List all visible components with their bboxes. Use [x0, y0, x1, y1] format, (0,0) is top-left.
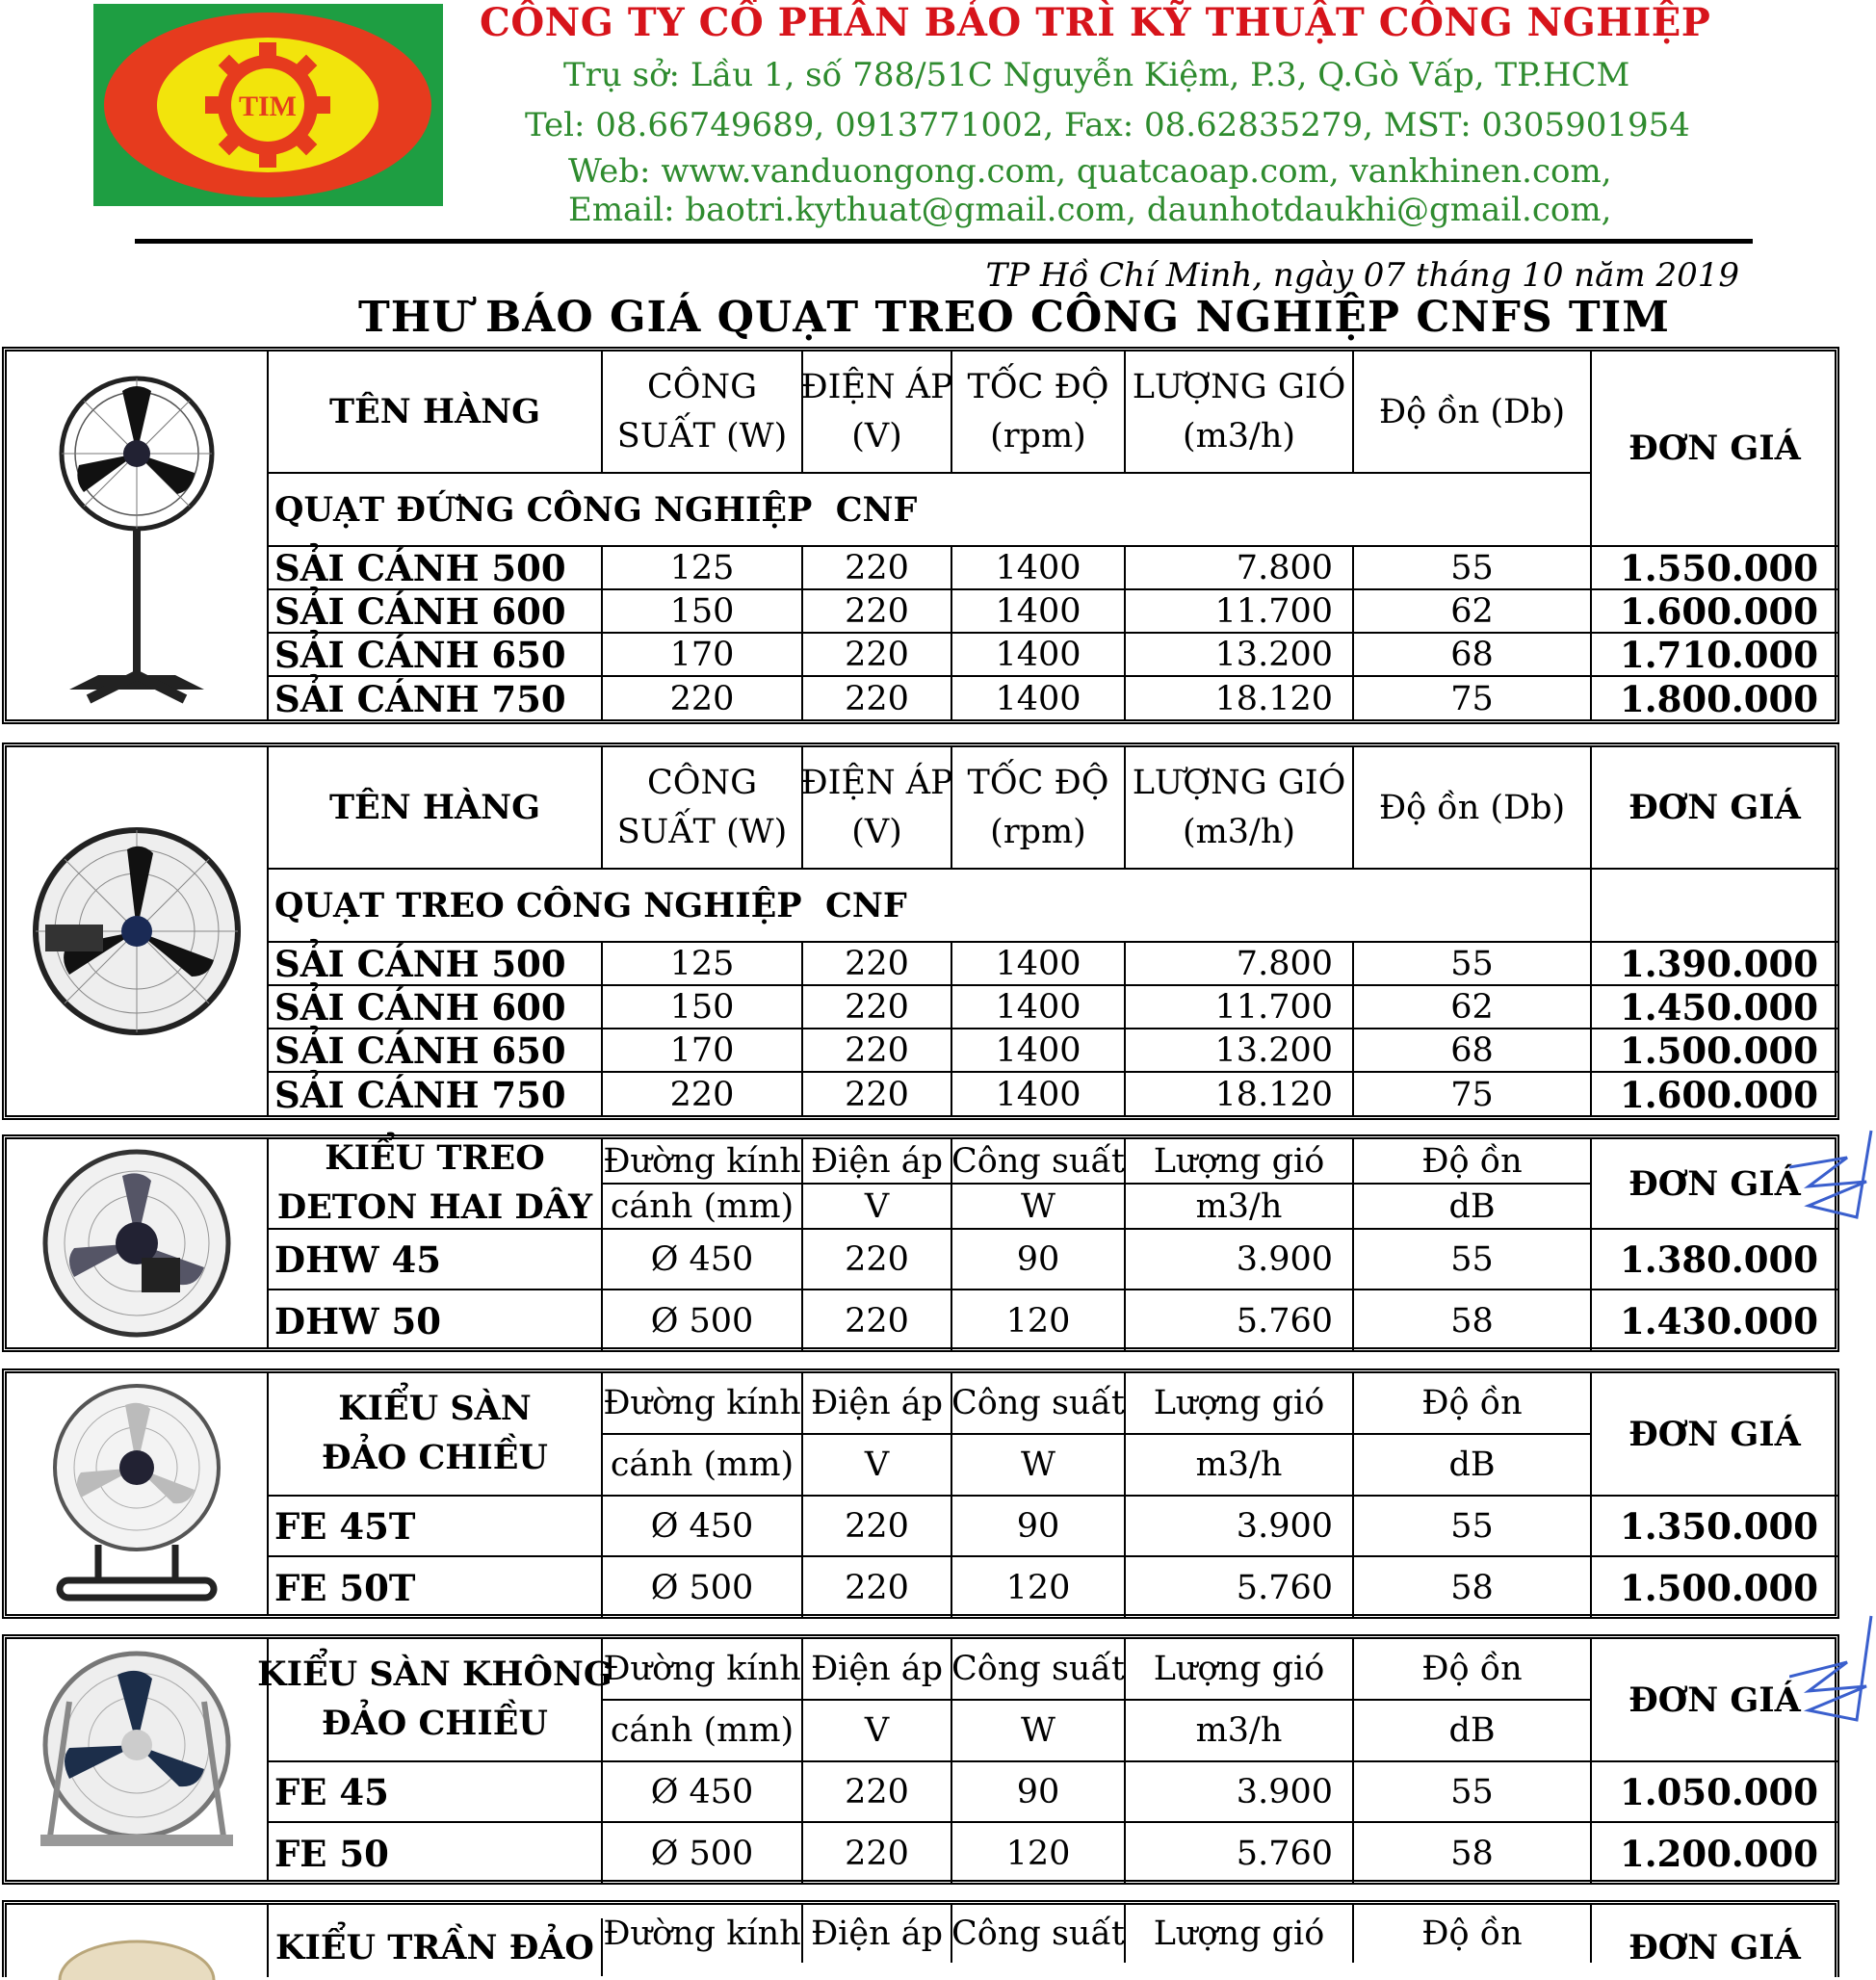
col-header-diameter: Đường kính	[603, 1639, 803, 1701]
col-header-voltage: Điện áp	[803, 1905, 952, 1963]
airflow-value: 13.200	[1126, 1029, 1354, 1073]
col-header-diameter-unit: cánh (mm)	[603, 1185, 803, 1230]
voltage-value: 220	[803, 1557, 952, 1618]
noise-value: 58	[1354, 1823, 1592, 1884]
power-value: 125	[603, 547, 803, 590]
col-header-voltage: ĐIỆN ÁP (V)	[803, 352, 952, 474]
product-name: FE 50	[269, 1823, 603, 1884]
group-label: QUẠT ĐỨNG CÔNG NGHIỆP CNF	[269, 474, 1592, 547]
col-header-airflow: LƯỢNG GIÓ (m3/h)	[1126, 747, 1354, 870]
col-header-price: ĐƠN GIÁ	[1592, 1139, 1837, 1230]
product-name: FE 45	[269, 1762, 603, 1823]
product-name: FE 50T	[269, 1557, 603, 1618]
product-name: SẢI CÁNH 600	[269, 590, 603, 634]
col-header-voltage-unit: V	[803, 1435, 952, 1497]
col-header-airflow: Lượng gió	[1126, 1373, 1354, 1435]
col-header-voltage: Điện áp	[803, 1373, 952, 1435]
airflow-value: 3.900	[1126, 1762, 1354, 1823]
col-header-noise-unit: dB	[1354, 1701, 1592, 1762]
noise-value: 55	[1354, 547, 1592, 590]
voltage-value: 220	[803, 590, 952, 634]
col-header-power: Công suất	[952, 1639, 1126, 1701]
price-value: 1.380.000	[1592, 1230, 1837, 1290]
col-header-airflow-unit: m3/h	[1126, 1701, 1354, 1762]
col-header-price: ĐƠN GIÁ	[1592, 1639, 1837, 1762]
col-header-diameter: Đường kính	[603, 1139, 803, 1185]
series-title: KIỂU SÀN KHÔNG ĐẢO CHIỀU	[269, 1639, 603, 1762]
noise-value: 75	[1354, 677, 1592, 720]
noise-value: 62	[1354, 590, 1592, 634]
col-header-noise: Độ ồn (Db)	[1354, 352, 1592, 474]
noise-value: 58	[1354, 1290, 1592, 1351]
col-header-airflow: Lượng gió	[1126, 1139, 1354, 1185]
power-value: 150	[603, 986, 803, 1029]
product-name: SẢI CÁNH 600	[269, 986, 603, 1029]
noise-value: 62	[1354, 986, 1592, 1029]
col-header-power: Công suất	[952, 1139, 1126, 1185]
power-value: 220	[603, 677, 803, 720]
col-header-airflow-unit: m3/h	[1126, 1435, 1354, 1497]
voltage-value: 220	[803, 1029, 952, 1073]
airflow-value: 18.120	[1126, 677, 1354, 720]
airflow-value: 11.700	[1126, 590, 1354, 634]
power-value: 90	[952, 1762, 1126, 1823]
voltage-value: 220	[803, 1762, 952, 1823]
svg-text:TIM: TIM	[239, 91, 297, 122]
col-header-power: Công suất	[952, 1373, 1126, 1435]
power-value: 120	[952, 1557, 1126, 1618]
document-title: THƯ BÁO GIÁ QUẠT TREO CÔNG NGHIỆP CNFS TIM	[358, 293, 1670, 342]
product-name: DHW 50	[269, 1290, 603, 1351]
floor-fixed-fan-image	[7, 1639, 269, 1880]
col-header-name: TÊN HÀNG	[269, 352, 603, 474]
noise-value: 55	[1354, 1497, 1592, 1557]
standing-fan-image	[7, 352, 269, 719]
product-name: SẢI CÁNH 750	[269, 1073, 603, 1116]
airflow-value: 7.800	[1126, 943, 1354, 986]
speed-value: 1400	[952, 986, 1126, 1029]
price-table-wall	[2, 742, 1839, 1120]
noise-value: 55	[1354, 1762, 1592, 1823]
voltage-value: 220	[803, 1230, 952, 1290]
power-value: 90	[952, 1230, 1126, 1290]
table6-title: KIỂU TRẦN ĐẢO	[269, 1918, 603, 1976]
col-header-name: TÊN HÀNG	[269, 747, 603, 870]
price-value: 1.600.000	[1620, 1073, 1818, 1116]
price-value: 1.450.000	[1592, 986, 1837, 1029]
price-value: 1.430.000	[1620, 1299, 1818, 1342]
product-name: FE 45T	[269, 1497, 603, 1557]
voltage-value: 220	[803, 1073, 952, 1116]
airflow-value: 5.760	[1126, 1290, 1354, 1351]
voltage-value: 220	[803, 677, 952, 720]
airflow-value: 5.760	[1126, 1557, 1354, 1618]
diameter-value: Ø 450	[603, 1762, 803, 1823]
col-header-noise: Độ ồn	[1354, 1639, 1592, 1701]
price-table-standing	[2, 347, 1839, 724]
col-header-price: ĐƠN GIÁ	[1592, 352, 1837, 547]
col-header-airflow: Lượng gió	[1126, 1639, 1354, 1701]
price-value: 1.500.000	[1620, 1566, 1818, 1609]
airflow-value: 7.800	[1126, 547, 1354, 590]
noise-value: 68	[1354, 634, 1592, 677]
price-value: 1.050.000	[1592, 1762, 1837, 1823]
company-address: Trụ sở: Lầu 1, số 788/51C Nguyễn Kiệm, P.3, Q.Gò Vấp, TP.HCM	[563, 56, 1630, 94]
voltage-value: 220	[803, 986, 952, 1029]
price-value: 1.350.000	[1592, 1497, 1837, 1557]
product-name: SẢI CÁNH 650	[269, 634, 603, 677]
power-value: 170	[603, 634, 803, 677]
col-header-power: Công suất	[952, 1905, 1126, 1963]
price-table-ceiling	[2, 1900, 1839, 1977]
col-header-price: ĐƠN GIÁ	[1592, 1373, 1837, 1497]
product-name: SẢI CÁNH 500	[269, 943, 603, 986]
col-header-power: CÔNG SUẤT (W)	[603, 352, 803, 474]
price-value: 1.500.000	[1592, 1029, 1837, 1073]
noise-value: 55	[1354, 1230, 1592, 1290]
product-name: SẢI CÁNH 500	[269, 547, 603, 590]
diameter-value: Ø 450	[603, 1230, 803, 1290]
power-value: 120	[952, 1290, 1126, 1351]
power-value: 125	[603, 943, 803, 986]
series-title: KIỂU SÀN ĐẢO CHIỀU	[269, 1373, 603, 1497]
wall-fan-image	[7, 747, 269, 1115]
price-value: 1.550.000	[1592, 547, 1837, 590]
col-header-noise: Độ ồn	[1354, 1373, 1592, 1435]
diameter-value: Ø 450	[603, 1497, 803, 1557]
zigzag-mark	[1789, 1614, 1876, 1730]
col-header-speed: TỐC ĐỘ (rpm)	[952, 352, 1126, 474]
diameter-value: Ø 500	[603, 1823, 803, 1884]
noise-value: 55	[1354, 943, 1592, 986]
airflow-value: 11.700	[1126, 986, 1354, 1029]
price-value: 1.200.000	[1620, 1832, 1818, 1875]
noise-value: 58	[1354, 1557, 1592, 1618]
price-value: 1.390.000	[1592, 943, 1837, 986]
price-table-floor-fixed	[2, 1634, 1839, 1885]
zigzag-mark	[1789, 1129, 1876, 1235]
col-header-price: ĐƠN GIÁ	[1592, 747, 1837, 870]
airflow-value: 3.900	[1126, 1230, 1354, 1290]
col-header-noise-unit: dB	[1354, 1435, 1592, 1497]
col-header-power-unit: W	[952, 1185, 1126, 1230]
voltage-value: 220	[803, 1290, 952, 1351]
col-header-diameter: Đường kính	[603, 1373, 803, 1435]
voltage-value: 220	[803, 1497, 952, 1557]
noise-value: 68	[1354, 1029, 1592, 1073]
col-header-power-unit: W	[952, 1435, 1126, 1497]
col-header-voltage-unit: V	[803, 1185, 952, 1230]
col-header-voltage: Điện áp	[803, 1139, 952, 1185]
voltage-value: 220	[803, 1823, 952, 1884]
product-name: DHW 45	[269, 1230, 603, 1290]
col-header-power: CÔNG SUẤT (W)	[603, 747, 803, 870]
col-header-noise: Độ ồn	[1354, 1905, 1592, 1963]
floor-oscillating-fan-image	[7, 1373, 269, 1614]
power-value: 120	[952, 1823, 1126, 1884]
series-title: KIỂU TREO DETON HAI DÂY	[269, 1139, 603, 1230]
col-header-diameter-unit: cánh (mm)	[603, 1435, 803, 1497]
group-label: QUẠT TREO CÔNG NGHIỆP CNF	[269, 870, 1592, 943]
airflow-value: 3.900	[1126, 1497, 1354, 1557]
speed-value: 1400	[952, 634, 1126, 677]
company-email: Email: baotri.kythuat@gmail.com, daunhotdaukhi@gmail.com,	[568, 191, 1612, 229]
speed-value: 1400	[952, 547, 1126, 590]
company-web: Web: www.vanduongong.com, quatcaoap.com, vankhinen.com,	[568, 152, 1612, 191]
airflow-value: 18.120	[1126, 1073, 1354, 1116]
power-value: 90	[952, 1497, 1126, 1557]
airflow-value: 13.200	[1126, 634, 1354, 677]
col-header-noise-unit: dB	[1354, 1185, 1592, 1230]
col-header-airflow: Lượng gió	[1126, 1905, 1354, 1963]
airflow-value: 5.760	[1126, 1823, 1354, 1884]
speed-value: 1400	[952, 1073, 1126, 1116]
company-logo	[93, 4, 443, 206]
speed-value: 1400	[952, 677, 1126, 720]
price-value: 1.600.000	[1592, 590, 1837, 634]
header-rule	[135, 239, 1753, 244]
price-value: 1.800.000	[1620, 677, 1818, 720]
power-value: 150	[603, 590, 803, 634]
col-header-airflow-unit: m3/h	[1126, 1185, 1354, 1230]
col-header-diameter-unit: cánh (mm)	[603, 1701, 803, 1762]
col-header-noise: Độ ồn (Db)	[1354, 747, 1592, 870]
col-header-airflow: LƯỢNG GIÓ (m3/h)	[1126, 352, 1354, 474]
diameter-value: Ø 500	[603, 1557, 803, 1618]
price-table-floor-oscillating	[2, 1368, 1839, 1619]
document-date: TP Hồ Chí Minh, ngày 07 tháng 10 năm 2019	[985, 256, 1739, 295]
speed-value: 1400	[952, 943, 1126, 986]
voltage-value: 220	[803, 547, 952, 590]
power-value: 170	[603, 1029, 803, 1073]
power-value: 220	[603, 1073, 803, 1116]
product-name: SẢI CÁNH 650	[269, 1029, 603, 1073]
diameter-value: Ø 500	[603, 1290, 803, 1351]
col-header-voltage-unit: V	[803, 1701, 952, 1762]
speed-value: 1400	[952, 590, 1126, 634]
col-header-diameter: Đường kính	[603, 1905, 803, 1963]
col-header-speed: TỐC ĐỘ (rpm)	[952, 747, 1126, 870]
col-header-voltage: Điện áp	[803, 1639, 952, 1701]
voltage-value: 220	[803, 634, 952, 677]
price-value: 1.710.000	[1592, 634, 1837, 677]
deton-fan-image	[7, 1139, 269, 1347]
col-header-price: ĐƠN GIÁ	[1628, 1927, 1801, 1967]
speed-value: 1400	[952, 1029, 1126, 1073]
price-table-deton	[2, 1134, 1839, 1352]
voltage-value: 220	[803, 943, 952, 986]
col-header-voltage: ĐIỆN ÁP (V)	[803, 747, 952, 870]
col-header-power-unit: W	[952, 1701, 1126, 1762]
ceiling-fan-image	[7, 1905, 269, 1977]
company-name: CÔNG TY CỔ PHẦN BẢO TRÌ KỸ THUẬT CÔNG NGHIỆP	[480, 0, 1711, 45]
company-phone: Tel: 08.66749689, 0913771002, Fax: 08.62835279, MST: 0305901954	[525, 106, 1690, 144]
col-header-noise: Độ ồn	[1354, 1139, 1592, 1185]
noise-value: 75	[1354, 1073, 1592, 1116]
product-name: SẢI CÁNH 750	[269, 677, 603, 720]
